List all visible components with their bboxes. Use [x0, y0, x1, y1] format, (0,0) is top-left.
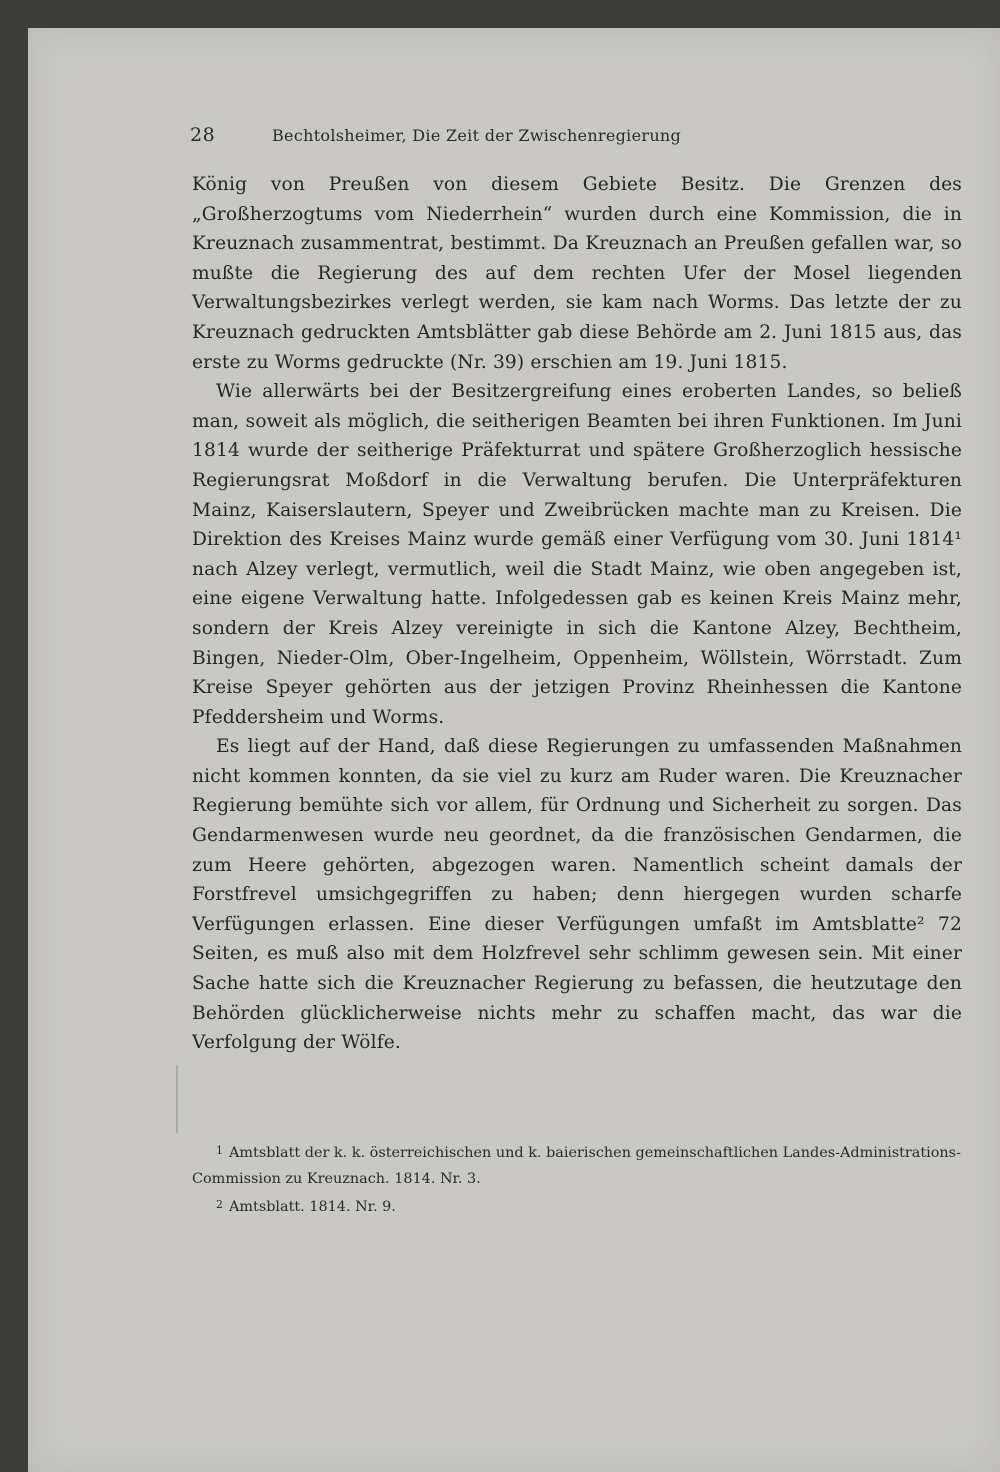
footnote-marker: 1	[216, 1144, 223, 1157]
footnote-1	[192, 1138, 962, 1192]
footnote-text: Amtsblatt der k. k. österreichischen und k. baierischen gemeinschaftlichen Landes-Administrations-Commission zu Kreuznach. 1814. Nr. 3.	[192, 1145, 961, 1187]
page-header	[190, 124, 960, 148]
paragraph-1: König von Preußen von diesem Gebiete Besitz. Die Grenzen des „Großherzogtums vom Niederrhein“ wurden durch eine Kommission, die in Kreuznach zusammentrat, bestimmt. Da Kreuznach an Preußen gefallen war, so mußte die Regierung des auf dem rechten Ufer der Mosel liegenden Verwaltungsbezirkes verlegt werden, sie kam nach Worms. Das letzte der zu Kreuznach gedruckten Amtsblätter gab diese Behörde am 2. Juni 1815 aus, das erste zu Worms gedruckte (Nr. 39) erschien am 19. Juni 1815.	[192, 174, 962, 373]
footnote-2	[192, 1192, 962, 1220]
page-number: 28	[190, 124, 216, 146]
paragraph-3: Es liegt auf der Hand, daß diese Regierungen zu umfassenden Maßnahmen nicht kommen konnten, da sie viel zu kurz am Ruder waren. Die Kreuznacher Regierung bemühte sich vor allem, für Ordnung und Sicherheit zu sorgen. Das Gendarmenwesen wurde neu geordnet, da die französischen Gendarmen, die zum Heere gehörten, abgezogen waren. Namentlich scheint damals der Forstfrevel umsichgegriffen zu haben; denn hiergegen wurden scharfe Verfügungen erlassen. Eine dieser Verfügungen umfaßt im Amtsblatte² 72 Seiten, es muß also mit dem Holzfrevel sehr schlimm gewesen sein. Mit einer Sache hatte sich die Kreuznacher Regierung zu befassen, die heutzutage den Behörden glücklicherweise nichts mehr zu schaffen macht, das war die Verfolgung der Wölfe.	[192, 736, 962, 1054]
scan-artifact-line	[176, 1065, 178, 1133]
footnote-text: Amtsblatt. 1814. Nr. 9.	[229, 1199, 396, 1215]
paragraph-2: Wie allerwärts bei der Besitzergreifung eines eroberten Landes, so beließ man, soweit als möglich, die seitherigen Beamten bei ihren Funktionen. Im Juni 1814 wurde der seitherige Präfekturrat und spätere Großherzoglich hessische Regierungsrat Moßdorf in die Verwaltung berufen. Die Unterpräfekturen Mainz, Kaiserslautern, Speyer und Zweibrücken machte man zu Kreisen. Die Direktion des Kreises Mainz wurde gemäß einer Verfügung vom 30. Juni 1814¹ nach Alzey verlegt, vermutlich, weil die Stadt Mainz, wie oben angegeben ist, eine eigene Verwaltung hatte. Infolgedessen gab es keinen Kreis Mainz mehr, sondern der Kreis Alzey vereinigte in sich die Kantone Alzey, Bechtheim, Bingen, Nieder-Olm, Ober-Ingelheim, Oppenheim, Wöllstein, Wörrstadt. Zum Kreise Speyer gehörten aus der jetzigen Provinz Rheinhessen die Kantone Pfeddersheim und Worms.	[192, 381, 962, 728]
footnotes	[192, 1138, 962, 1220]
footnote-marker: 2	[216, 1198, 223, 1211]
body-text	[192, 170, 962, 1058]
running-title: Bechtolsheimer, Die Zeit der Zwischenregierung	[272, 126, 682, 145]
